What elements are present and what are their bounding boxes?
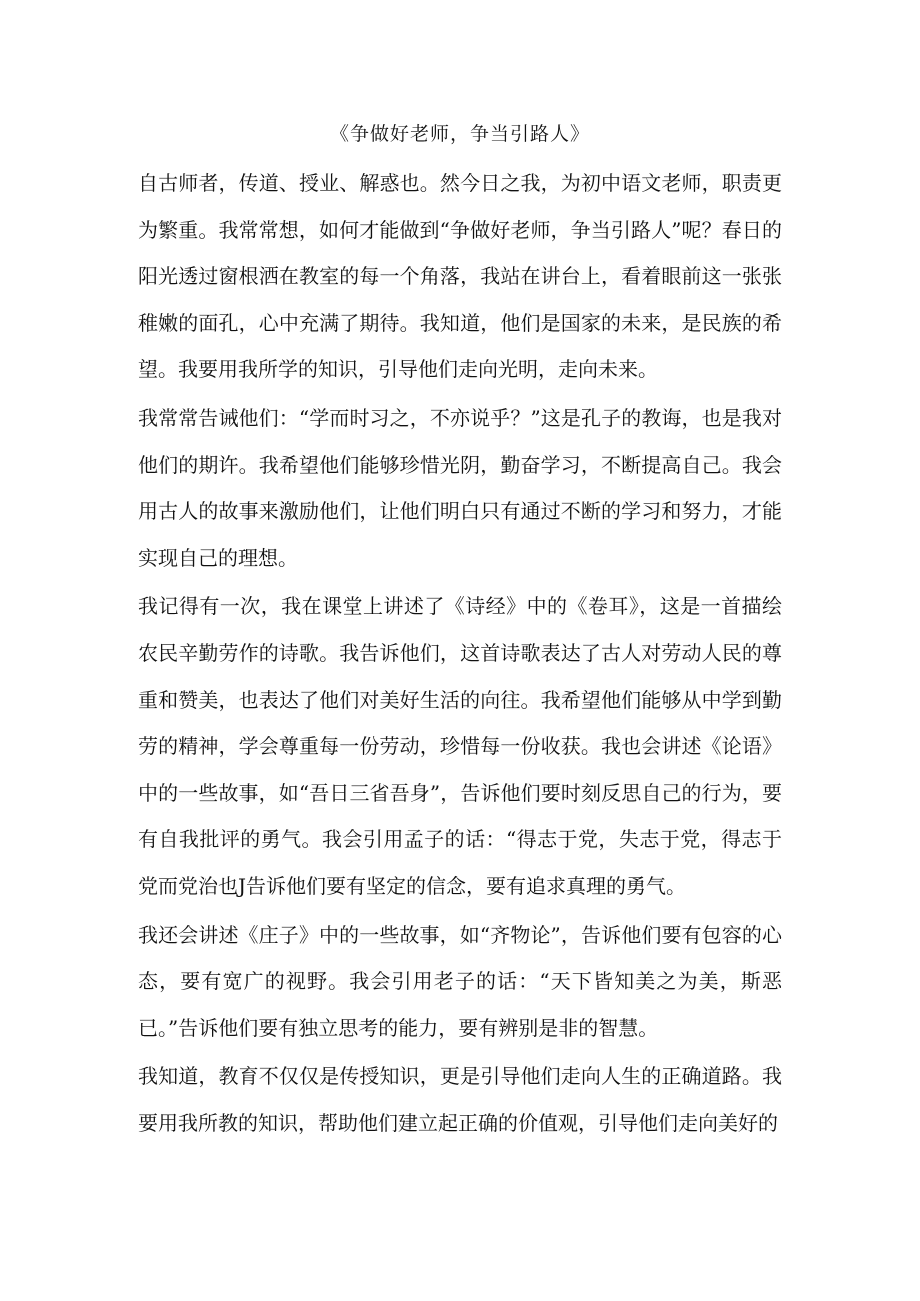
document-body [138,160,782,1146]
paragraph-3: 我记得有一次，我在课堂上讲述了《诗经》中的《卷耳》，这是一首描绘农民辛勤劳作的诗歌。我告诉他们，这首诗歌表达了古人对劳动人民的尊重和赞美，也表达了他们对美好生活的向往。我希望他们能够从中学到勤劳的精神，学会尊重每一份劳动，珍惜每一份收获。我也会讲述《论语》中的一些故事，如“吾日三省吾身”，告诉他们要时刻反思自己的行为，要有自我批评的勇气。我会引用孟子的话：“得志于党，失志于党，得志于党而党治也J告诉他们要有坚定的信念，要有追求真理的勇气。 [138,594,782,898]
document-title: 《争做好老师，争当引路人》 [329,123,590,145]
paragraph-2: 我常常告诫他们：“学而时习之，不亦说乎？”这是孔子的教诲，也是我对他们的期许。我希望他们能够珍惜光阴，勤奋学习，不断提高自己。我会用古人的故事来激励他们，让他们明白只有通过不断的学习和努力，才能实现自己的理想。 [138,405,782,570]
paragraph-1: 自古师者，传道、授业、解惑也。然今日之我，为初中语文老师，职责更为繁重。我常常想，如何才能做到“争做好老师，争当引路人”呢？春日的阳光透过窗根洒在教室的每一个角落，我站在讲台上，看着眼前这一张张稚嫩的面孔，心中充满了期待。我知道，他们是国家的未来，是民族的希望。我要用我所学的知识，引导他们走向光明，走向未来。 [138,171,782,382]
paragraph-5: 我知道，教育不仅仅是传授知识，更是引导他们走向人生的正确道路。我要用我所教的知识，帮助他们建立起正确的价值观，引导他们走向美好的 [138,1064,782,1135]
paragraph-4: 我还会讲述《庄子》中的一些故事，如“齐物论”，告诉他们要有包容的心态，要有宽广的视野。我会引用老子的话：“天下皆知美之为美，斯恶已。”告诉他们要有独立思考的能力，要有辨别是非的智慧。 [138,922,782,1040]
